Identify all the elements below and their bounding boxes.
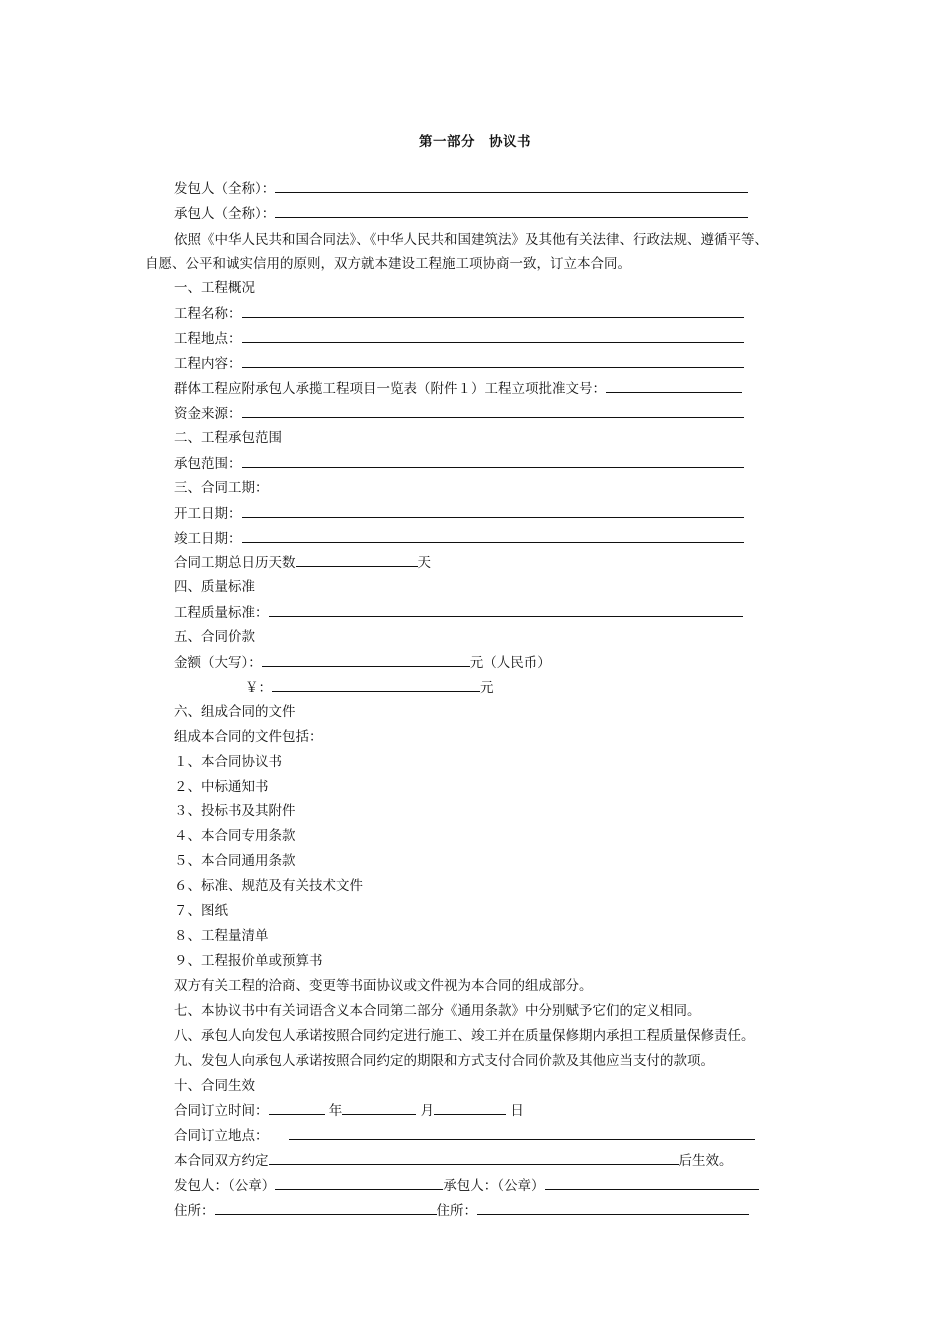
amount-words-line — [174, 652, 551, 672]
contractor-seal-blank[interactable] — [545, 1175, 759, 1190]
amount-figures-blank[interactable] — [272, 677, 480, 692]
employer-address-blank[interactable] — [215, 1200, 437, 1215]
start-date-label: 开工日期： — [174, 506, 242, 522]
funding-source-blank[interactable] — [242, 403, 744, 418]
start-date-line — [174, 503, 744, 523]
completion-date-blank[interactable] — [242, 528, 744, 543]
contractor-seal-label: 承包人：（公章） — [443, 1178, 545, 1194]
project-location-label: 工程地点： — [174, 331, 242, 347]
address-line — [174, 1200, 749, 1220]
project-content-blank[interactable] — [242, 353, 744, 368]
project-content-line — [174, 353, 744, 373]
project-content-label: 工程内容： — [174, 356, 242, 372]
scope-line — [174, 453, 744, 473]
amount-words-label: 金额（大写）： — [174, 655, 262, 671]
section-1-heading: 一、工程概况 — [174, 280, 255, 296]
list-item: ６、标准、规范及有关技术文件 — [174, 878, 363, 894]
list-item: ２、中标通知书 — [174, 779, 269, 795]
funding-source-line — [174, 403, 744, 423]
quality-standard-line — [174, 602, 743, 622]
effective-condition-suffix: 后生效。 — [678, 1153, 733, 1169]
signing-date-label: 合同订立时间： — [174, 1103, 269, 1119]
signing-date-line — [174, 1100, 524, 1120]
project-location-blank[interactable] — [242, 328, 744, 343]
contractor-name-blank[interactable] — [275, 203, 748, 218]
project-name-blank[interactable] — [242, 303, 744, 318]
scope-blank[interactable] — [242, 453, 744, 468]
effective-condition-blank[interactable] — [269, 1150, 679, 1165]
completion-date-line — [174, 528, 744, 548]
project-location-line — [174, 328, 744, 348]
approval-number-blank[interactable] — [606, 378, 742, 393]
approval-number-label: 群体工程应附承包人承揽工程项目一览表（附件１）工程立项批准文号： — [174, 381, 606, 397]
year-label: 年 — [328, 1103, 343, 1119]
employer-address-label: 住所： — [174, 1203, 215, 1219]
list-item: ４、本合同专用条款 — [174, 828, 296, 844]
signing-place-line — [174, 1125, 755, 1145]
section-4-heading: 四、质量标准 — [174, 579, 255, 595]
signing-month-blank[interactable] — [342, 1100, 416, 1115]
section-2-heading: 二、工程承包范围 — [174, 430, 282, 446]
employer-name-line — [174, 178, 748, 198]
employer-seal-label: 发包人：（公章） — [174, 1178, 276, 1194]
total-days-line — [174, 552, 431, 572]
list-item: １、本合同协议书 — [174, 754, 282, 770]
completion-date-label: 竣工日期： — [174, 531, 242, 547]
contractor-label: 承包人（全称）： — [174, 206, 276, 222]
contractor-name-line — [174, 203, 748, 223]
amount-words-blank[interactable] — [262, 652, 470, 667]
page-title: 第一部分 协议书 — [419, 134, 531, 150]
total-days-label: 合同工期总日历天数 — [174, 555, 296, 571]
contract-docs-intro: 组成本合同的文件包括： — [174, 729, 323, 745]
project-name-line — [174, 303, 744, 323]
section-10-heading: 十、合同生效 — [174, 1078, 255, 1094]
list-item: ５、本合同通用条款 — [174, 853, 296, 869]
contractor-address-label: 住所： — [436, 1203, 477, 1219]
effective-condition-label: 本合同双方约定 — [174, 1153, 269, 1169]
signing-place-label: 合同订立地点： — [174, 1128, 269, 1144]
section-9-text: 九、发包人向承包人承诺按照合同约定的期限和方式支付合同价款及其他应当支付的款项。 — [174, 1053, 714, 1069]
employer-label: 发包人（全称）： — [174, 181, 276, 197]
amount-figures-unit: 元 — [480, 680, 494, 696]
section-3-heading: 三、合同工期： — [174, 480, 269, 496]
list-item: ３、投标书及其附件 — [174, 803, 296, 819]
contractor-address-blank[interactable] — [477, 1200, 749, 1215]
employer-name-blank[interactable] — [275, 178, 748, 193]
approval-number-line — [174, 378, 742, 398]
total-days-unit: 天 — [417, 555, 431, 571]
signing-place-blank[interactable] — [289, 1125, 755, 1140]
section-6-heading: 六、组成合同的文件 — [174, 704, 296, 720]
quality-standard-blank[interactable] — [269, 602, 743, 617]
start-date-blank[interactable] — [242, 503, 744, 518]
section-5-heading: 五、合同价款 — [174, 629, 255, 645]
preamble-line-1: 依照《中华人民共和国合同法》、《中华人民共和国建筑法》及其他有关法律、行政法规、遵循平等、 — [174, 232, 768, 248]
project-name-label: 工程名称： — [174, 306, 242, 322]
preamble-line-2: 自愿、公平和诚实信用的原则，双方就本建设工程施工项协商一致，订立本合同。 — [145, 256, 631, 272]
section-8-text: 八、承包人向发包人承诺按照合同约定进行施工、竣工并在质量保修期内承担工程质量保修责任。 — [174, 1028, 755, 1044]
contract-docs-note: 双方有关工程的洽商、变更等书面协议或文件视为本合同的组成部分。 — [174, 978, 593, 994]
amount-figures-line — [245, 677, 494, 697]
amount-figures-label: ￥： — [245, 680, 272, 696]
section-7-text: 七、本协议书中有关词语含义本合同第二部分《通用条款》中分别赋予它们的定义相同。 — [174, 1003, 701, 1019]
list-item: ７、图纸 — [174, 903, 228, 919]
funding-source-label: 资金来源： — [174, 406, 242, 422]
effective-condition-line — [174, 1150, 733, 1170]
list-item: ９、工程报价单或预算书 — [174, 953, 323, 969]
day-label: 日 — [510, 1103, 524, 1119]
scope-label: 承包范围： — [174, 456, 242, 472]
total-days-blank[interactable] — [296, 552, 418, 567]
seal-line — [174, 1175, 759, 1195]
signing-day-blank[interactable] — [434, 1100, 506, 1115]
employer-seal-blank[interactable] — [275, 1175, 443, 1190]
month-label: 月 — [420, 1103, 435, 1119]
quality-standard-label: 工程质量标准： — [174, 605, 269, 621]
amount-words-unit: 元（人民币） — [469, 655, 551, 671]
list-item: ８、工程量清单 — [174, 928, 269, 944]
signing-year-blank[interactable] — [269, 1100, 325, 1115]
